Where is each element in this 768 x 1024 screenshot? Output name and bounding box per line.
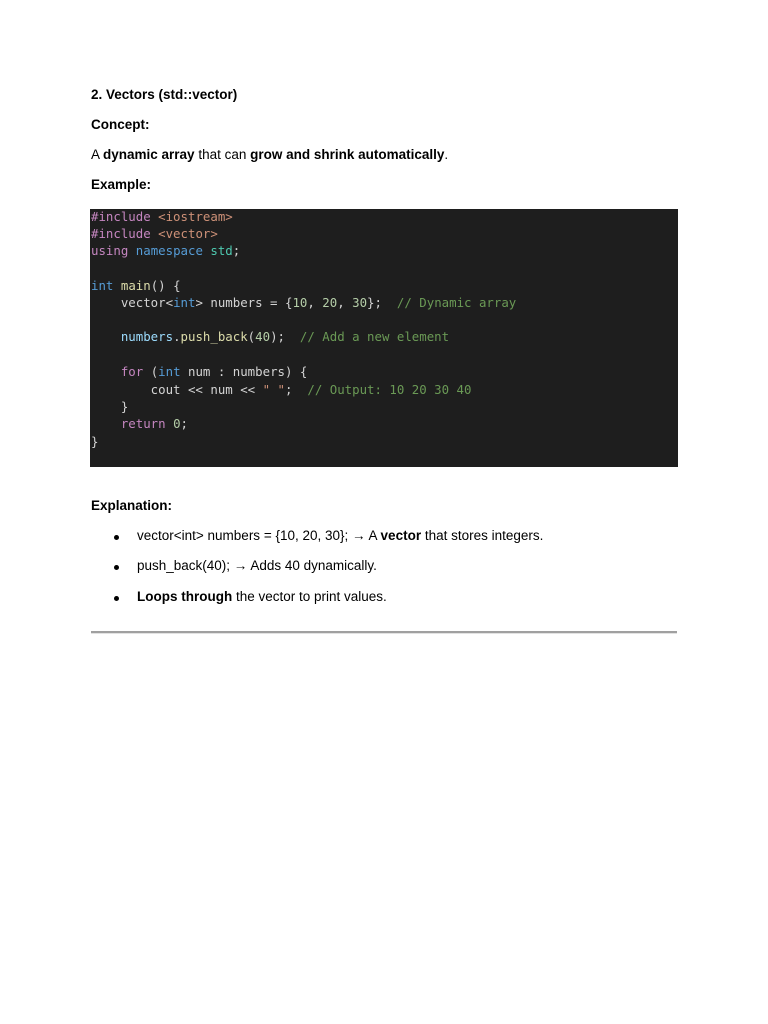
code-token: } [91, 399, 129, 414]
concept-text [91, 146, 448, 164]
code-token: . [173, 329, 181, 344]
code-token: ); [270, 329, 300, 344]
code-token: int [91, 278, 114, 293]
code-line-6 [91, 295, 516, 311]
code-comment: // Output: 10 20 30 40 [307, 382, 472, 397]
code-line-3 [91, 243, 240, 259]
code-token: ; [180, 416, 189, 431]
code-line-8 [91, 329, 449, 345]
code-token: <iostream> [158, 209, 233, 224]
code-token: push_back [180, 329, 248, 344]
concept-bold-1: dynamic array [103, 147, 195, 162]
section-heading: 2. Vectors (std::vector) [91, 87, 238, 102]
bullet-icon [114, 565, 119, 570]
code-line-2 [91, 226, 218, 242]
code-token: return [120, 416, 166, 431]
concept-text-2: that can [194, 147, 251, 162]
code-token: 10 [292, 295, 308, 310]
code-block [90, 209, 678, 467]
example-label: Example: [91, 177, 152, 192]
code-token: 40 [255, 329, 271, 344]
code-token: } [91, 434, 99, 449]
code-line-1 [91, 209, 233, 225]
code-token: vector< [91, 295, 174, 310]
code-token [91, 364, 121, 379]
code-token: () { [150, 278, 181, 293]
code-token: , [337, 295, 353, 310]
code-line-14 [91, 434, 98, 450]
code-token: " " [262, 382, 285, 397]
code-token: #include [91, 226, 159, 241]
list-item-text: vector<int> numbers = {10, 20, 30}; → A [137, 528, 381, 543]
code-comment: // Add a new element [299, 329, 450, 344]
code-token [113, 278, 120, 293]
code-token: cout << num << [91, 382, 263, 397]
concept-text-3: . [444, 147, 449, 162]
code-token: namespace [135, 243, 203, 258]
concept-text-1: A [91, 147, 104, 162]
code-token: num : numbers) { [180, 364, 308, 379]
bullet-icon [114, 596, 119, 601]
code-token: ( [247, 329, 256, 344]
list-item [137, 588, 387, 606]
list-item-bold: vector [380, 528, 422, 543]
concept-bold-2: grow and shrink automatically [250, 147, 445, 162]
code-token [128, 243, 135, 258]
code-token: , [307, 295, 323, 310]
code-token: 30 [352, 295, 368, 310]
code-token: main [120, 278, 151, 293]
code-line-11 [91, 382, 471, 398]
list-item [137, 527, 543, 545]
code-line-13 [91, 416, 188, 432]
list-item-text: that stores integers. [421, 528, 544, 543]
horizontal-rule [91, 631, 677, 634]
code-token: for [120, 364, 144, 379]
code-token: int [173, 295, 196, 310]
code-token: std [210, 243, 233, 258]
code-token [166, 416, 173, 431]
code-token: ; [232, 243, 241, 258]
list-item [137, 557, 377, 575]
list-item-text: the vector to print values. [232, 589, 387, 604]
code-token: <vector> [158, 226, 218, 241]
list-item-bold: Loops through [137, 589, 233, 604]
code-token: 20 [322, 295, 338, 310]
code-token: #include [91, 209, 159, 224]
code-token: int [158, 364, 181, 379]
code-token: > numbers = { [195, 295, 293, 310]
code-token [91, 329, 121, 344]
code-comment: // Dynamic array [396, 295, 517, 310]
code-token: numbers [120, 329, 174, 344]
code-token: ( [143, 364, 159, 379]
explanation-label: Explanation: [91, 498, 173, 513]
code-line-12 [91, 399, 128, 415]
bullet-icon [114, 535, 119, 540]
code-token: ; [284, 382, 308, 397]
code-line-5 [91, 278, 181, 294]
code-token: }; [367, 295, 397, 310]
code-token: using [91, 243, 129, 258]
code-token [91, 416, 121, 431]
list-item-text: push_back(40); → Adds 40 dynamically. [137, 558, 377, 573]
code-token: 0 [173, 416, 181, 431]
concept-label: Concept: [91, 117, 150, 132]
code-line-10 [91, 364, 307, 380]
